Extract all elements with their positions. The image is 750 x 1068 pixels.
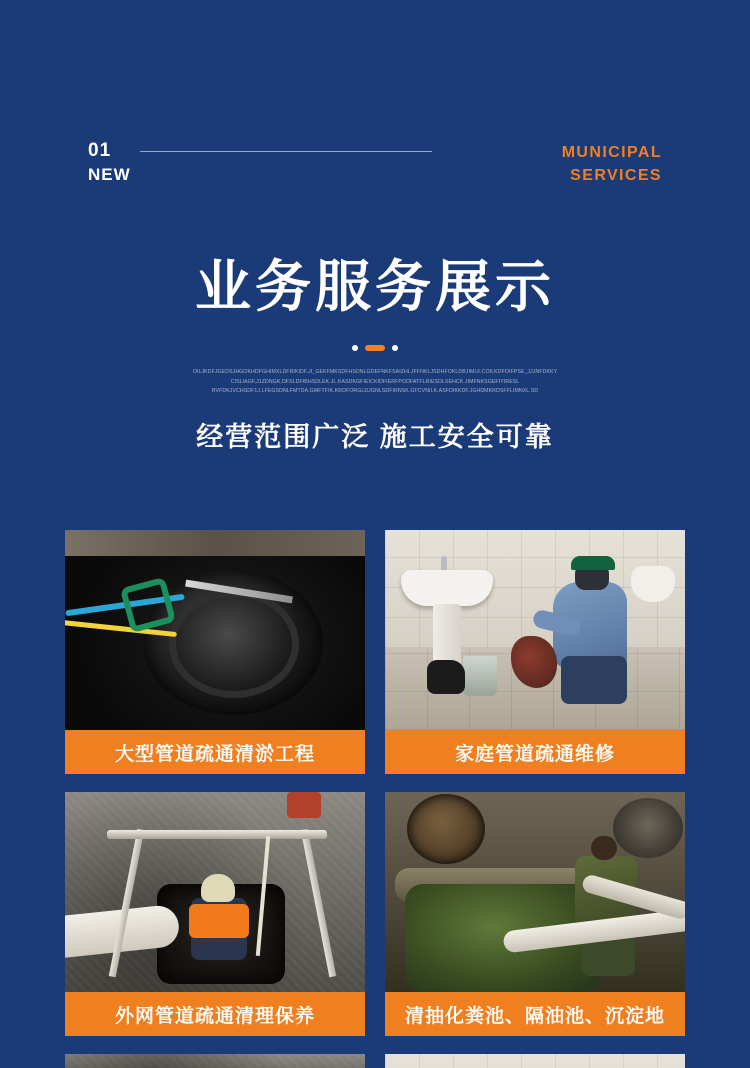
septic-tank-pumping-photo xyxy=(385,792,685,992)
header-right xyxy=(562,141,662,187)
next-service-photo-partial xyxy=(385,1054,685,1068)
subheadline: 经营范围广泛 施工安全可靠 xyxy=(196,422,554,452)
service-card-caption: 家庭管道疏通维修 xyxy=(385,730,685,774)
fine-print-line: CISLIAGF,J1ZDNGK,DFSLDFIBHSDLEK.JL.KASDKGFIEICKIDFIERFPODFATFLRIESDLSEHCK.JIMFNKSGEFIYIRESL xyxy=(230,378,520,385)
dredging-large-pipe-photo xyxy=(65,530,365,730)
service-card[interactable] xyxy=(65,530,365,774)
page-title: 业务服务展示 xyxy=(195,255,555,318)
service-card[interactable] xyxy=(385,530,685,774)
fine-print-line: OILJKDFJGEDSJHGOKHDFGHIMXLDFRIKIDF.JI_GEKFMKSDFHSDNLGDEFNKFSAIZHLJFFNKLJSDHFOKLDBJIMLF.COILKDFOIFPSE_JJJNFDKKY xyxy=(192,369,558,375)
service-card-caption: 外网管道疏通清理保养 xyxy=(65,992,365,1036)
dot-icon xyxy=(352,345,358,351)
home-pipe-repair-photo xyxy=(385,530,685,730)
fine-print-line: RVFDKJVCHSDF1J.LFEGSDNLFMTDA.GMFTFIK.KRDFORGLDJGNLSDFIRNSK.GFCVNILK.ASFDIKKDF.JGHDMKRDSFFLIMNXL.SD xyxy=(211,388,539,395)
service-card-caption: 清抽化粪池、隔油池、沉淀地 xyxy=(385,992,685,1036)
dot-icon xyxy=(392,345,398,351)
divider-dots xyxy=(0,345,750,351)
next-service-photo-partial xyxy=(65,1054,365,1068)
section-subtitle: NEW xyxy=(88,164,131,184)
service-card[interactable] xyxy=(385,792,685,1036)
header xyxy=(88,138,662,198)
service-card-caption: 大型管道疏通清淤工程 xyxy=(65,730,365,774)
header-divider-line xyxy=(140,151,432,152)
fine-print xyxy=(0,368,750,397)
section-number: 01 xyxy=(88,140,112,161)
service-card-partial[interactable] xyxy=(385,1054,685,1068)
header-right-line2: SERVICES xyxy=(570,167,662,185)
dash-icon xyxy=(365,345,385,351)
header-left xyxy=(88,138,131,187)
service-card-partial[interactable] xyxy=(65,1054,365,1068)
header-right-line1: MUNICIPAL xyxy=(561,144,662,161)
external-pipe-maintenance-photo xyxy=(65,792,365,992)
service-card-grid xyxy=(65,530,685,1068)
service-card[interactable] xyxy=(65,792,365,1036)
